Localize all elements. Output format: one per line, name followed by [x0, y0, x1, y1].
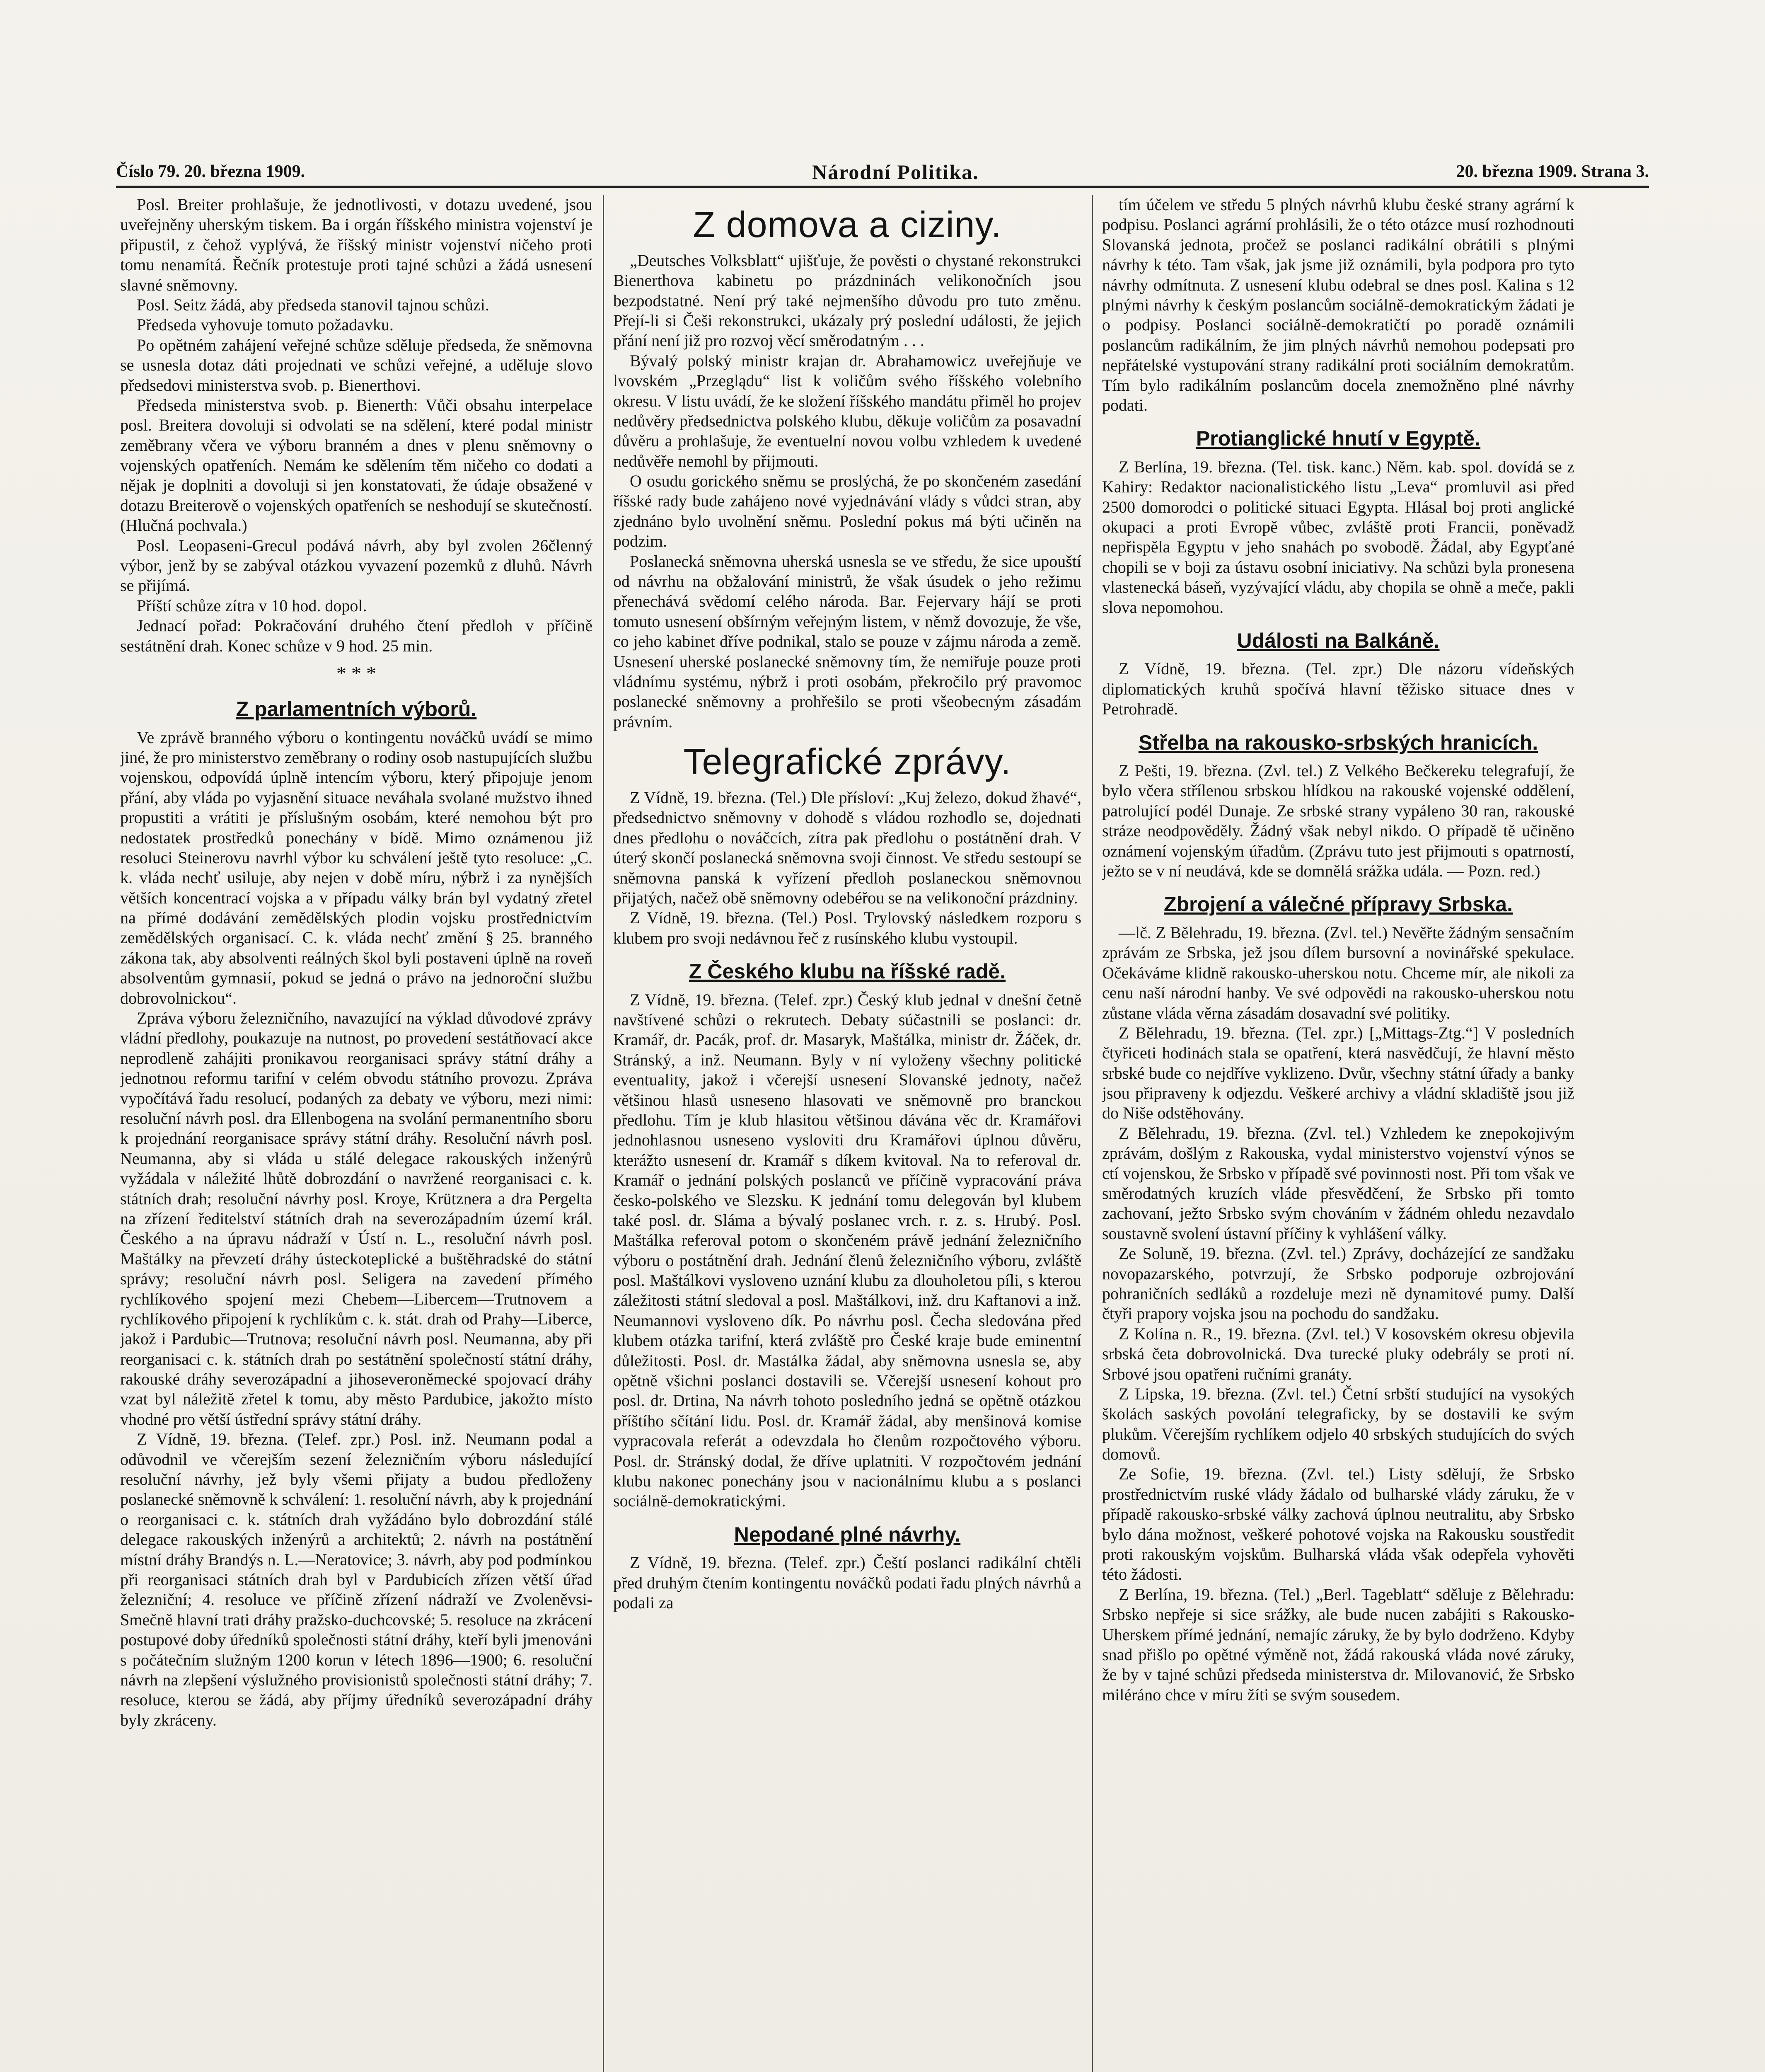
section-heading: Protianglické hnutí v Egyptě. — [1196, 427, 1481, 450]
paragraph: Předseda vyhovuje tomuto požadavku. — [137, 315, 394, 334]
section-heading: Události na Balkáně. — [1237, 629, 1440, 652]
section-separator: * * * — [336, 662, 376, 685]
paragraph: Z Bělehradu, 19. března. (Zvl. tel.) Vzhledem ke znepokojivým zprávám, došlým z Rakouska, vydal ministerstvo vojenství výnos se ctí vojenskou, že Srbsko v případě své povinnosti nost. Při tom však ve směrodatných kruzích vláde přesvědčení, že Srbsko při tomto zachovaní, ježto Srbsko svým chováním v žádném ohledu nezavdalo soustavně svolení ústavní příčiny k vyhlášení války. — [1102, 1123, 1574, 1243]
column-divider — [1092, 195, 1093, 2072]
section-heading: Nepodané plné návrhy. — [734, 1523, 961, 1546]
column-divider — [603, 195, 604, 2072]
paragraph: tím účelem ve středu 5 plných návrhů klubu české strany agrární k podpisu. Poslanci agrární prohlásili, že o této otázce musí rozhodnouti Slovanská jednota, pročež se poslanci radikální obrátili s plnými návrhy k této. Tam však, jak jsme již oznámili, byla podpora pro tyto návrhy odmítnuta. Z usnesení klubu odebral se dnes posl. Kalina s 12 plnými návrhy k českým poslancům sociálně-demokratickým žádati je o podpisy. Poslanci sociálně-demokratičtí po poradě oznámili poslancům radikálním, že jim plných návrhů nemohou podepsati pro nepřátelské vystupování strany radikální proti sociálním demokratům. Tím bylo radikálním poslancům docela znemožněno plné návrhy podati. — [1102, 195, 1574, 414]
paragraph: Z Vídně, 19. března. (Tel.) Dle přísloví: „Kuj železo, dokud žhavé“, předsednictvo sněmovny v dohodě s vládou rozhodlo se, dojednati dnes předlohu o nováčcích, zítra pak předlohu o postátnění drah. V úterý skončí poslanecká sněmovna svoji činnost. Ve středu sestoupí se sněmovna panská k vyřízení předloh poslaneckou sněmovnou přijatých, načež obě sněmovny odebéřou se na velikonoční prázdniny. — [613, 788, 1081, 907]
column-2 — [613, 195, 1081, 2072]
paragraph: Z Vídně, 19. března. (Telef. zpr.) Posl. inž. Neumann podal a odůvodnil ve včerejším sezení železničním výboru následující resoluční návrhy, jež byly všemi přijaty a budou předloženy poslanecké sněmovně k schválení: 1. resoluční návrh, aby k projednání o reorganisaci c. k. státních drah vyžádáno bylo dobrozdání stálé delegace rakouských inženýrů a architektů; 2. návrh na postátnění místní dráhy Brandýs n. L.—Neratovice; 3. návrh, aby pod podmínkou při reorganisaci státních drah byl v Pardubicích zřízen větší úřad železniční; 4. resoluce ve příčině zřízení nádraží ve Zvoleněvsi-Smečně hlavní trati dráhy pražsko-duchcovské; 5. resoluce na zkrácení postupové doby úředníků společnosti státní dráhy, kteří byli jmenováni s počátečním služným 1200 korun v létech 1896—1900; 6. resoluční návrh na zlepšení výslužného provisionistů společnosti státní dráhy; 7. resoluce, kterou se žádá, aby příjmy úředníků severozápadní dráhy byly zkráceny. — [120, 1430, 592, 1729]
masthead — [116, 160, 1649, 189]
paragraph: Ze Soluně, 19. března. (Zvl. tel.) Zprávy, docházející ze sandžaku novopazarského, potvrzují, že Srbsko podporuje ozbrojování pohraničních sedláků a rozdeluje mezi ně dynamitové pumy. Další čtyři prapory vojska jsou na pochodu do sandžaku. — [1102, 1244, 1574, 1323]
paragraph: Z Kolína n. R., 19. března. (Zvl. tel.) V kosovském okresu objevila srbská četa dobrovolnická. Dva turecké pluky odebrály se proti ní. Srbové jsou opatřeni ručními granáty. — [1102, 1324, 1574, 1383]
paragraph: Z Berlína, 19. března. (Tel. tisk. kanc.) Něm. kab. spol. dovídá se z Kahiry: Redaktor nacionalistického listu „Leva“ promluvil asi před 2500 domorodci o politické situaci Egypta. Hlásal boj proti anglické okupaci a proti Evropě vůbec, zvláště proti Francii, poněvadž nepřispěla Egyptu v jeho snahách po svobodě. Žádal, aby Egypťané chopili se v boji za ústavu osobní iniciativy. Na schůzi byla pronesena vlastenecká báseň, vyzývající vládu, aby chopila se ohně a meče, pakli slova nepomohou. — [1102, 457, 1574, 617]
issue-number: Číslo 79. 20. března 1909. — [116, 162, 305, 181]
section-heading: Z Českého klubu na říšské radě. — [689, 960, 1006, 983]
paragraph: Z Berlína, 19. března. (Tel.) „Berl. Tageblatt“ sděluje z Bělehradu: Srbsko nepřeje si sice srážky, ale bude nucen zabájiti s Rakousko-Uherskem přímé jednání, nemajíc záruky, že by bylo dodrženo. Kdyby snad přišlo po opětné výměně not, žádá rakouská vláda nové záruky, že by v tajné schůzi předseda ministerstva dr. Milovanović, že Srbsko miléráno chce v míru žíti se svým sousedem. — [1102, 1585, 1574, 1704]
paragraph: Z Vídně, 19. března. (Tel. zpr.) Dle názoru vídeňských diplomatických kruhů spočívá hlavní těžisko situace dnes v Petrohradě. — [1102, 659, 1574, 719]
paragraph: Z Vídně, 19. března. (Telef. zpr.) Český klub jednal v dnešní četně navštívené schůzi o rekrutech. Debaty súčastnili se poslanci: dr. Kramář, dr. Pacák, prof. dr. Masaryk, Maštálka, ministr dr. Žáček, dr. Stránský, a inž. Neumann. Byly v ní vyloženy všechny politické eventuality, jakož i včerejší usnesení Slovanské jednoty, načež většinou hlasů usneseno hlasovati ve sněmovně pro branckou předlohu. Tím je klub hlasitou většinou dávána věc dr. Kramářovi jednohlasnou usneseno vysloviti dru Kramářovi úplnou důvěru, kterážto usnesení dr. Kramář s díkem kvitoval. Na to referoval dr. Kramář o jednání polských poslanců ve příčině vypracování práva česko-polského ve Slezsku. K jednání tomu delegován byl klubem také posl. dr. Sláma a bývalý poslanec vrch. r. z. s. Hrubý. Posl. Maštálka referoval potom o skončeném právě jednání železničního výboru o postátnění drah. Jednání členů železničního výboru, zvláště posl. Maštálkovi vysloveno uznání klubu za dlouholetou píli, s kterou záležitosti státní sledoval a posl. Maštálkovi, inž. dru Kaftanovi a inž. Neumannovi vysloveno dík. Po návrhu posl. Čecha sledována před klubem otázka tarifní, která zvláště pro České kraje bude eminentní důležitosti. Posl. dr. Mastálka žádal, aby sněmovna usnesla se, aby opětně všichni poslanci dostavili se. Včerejší usnesení kohout pro posl. dr. Drtina, Na návrh tohoto posledního jedná se opětně otázkou příštího sčítání lidu. Posl. dr. Kramář žádal, aby menšinová komise vypracovala referát a odevzdala ho členům rozpočtového výboru. Posl. dr. Stránský dodal, že dříve uplatniti. V rozpočtovém jednání klubu nakonec ponechány jsou v nacionálnímu klubu a s poslanci sociálně-demokratickými. — [613, 990, 1081, 1510]
paragraph: Ve zprávě branného výboru o kontingentu nováčků uvádí se mimo jiné, že pro ministerstvo zeměbrany o rodiny osob nastupujících službu vojenskou, odpovídá úplně intencím výboru, který připojuje jenom přání, aby vláda po vyjasnění situace neváhala svolané mužstvo ihned propustiti a vrátiti je příslušným osobám, které nemohou být pro nedostatek prostředků ponechány v bídě. Mimo oznámenou již resoluci Steinerovu navrhl výbor ku schválení ještě tyto resoluce: „C. k. vláda nechť usiluje, aby nejen v době míru, nýbrž i za nynějších větších koncentrací vojska a v případu války brán byl vydatný zřetel na přímé dodávání zemědělských plodin vojsku prostřednictvím zemědělských organisací. C. k. vláda nechť změní § 25. branného zákona tak, aby absolventi reálných škol byli postaveni úplně na roveň absolventům gymnasií, pokud se jedná o právo na jednoroční službu dobrovolnickou“. — [120, 728, 592, 1007]
paragraph: Z Vídně, 19. března. (Telef. zpr.) Čeští poslanci radikální chtěli před druhým čtením kontingentu nováčků podati řadu plných návrhů a podali za — [613, 1553, 1081, 1612]
section-heading: Zbrojení a válečné přípravy Srbska. — [1163, 893, 1513, 916]
paragraph: Zpráva výboru železničního, navazující na výklad důvodové zprávy vládní předlohy, poukazuje na nutnost, po provedení sestátňovací akce neprodleně zahájiti pronikavou reorganisaci správy státní dráhy a jednotnou reformu tarifní v celém obvodu státního provozu. Zpráva vypočítává řadu resolucí, podaných za debaty ve výboru, mezi nimi: resoluční návrh posl. dra Ellenbogena na svolání permanentního sboru k projednání reorganisace správy státní dráhy. Resoluční návrh posl. Neumanna, aby si vláda u stálé delegace rakouských inženýrů vyžádala v náležité lhůtě dobrozdání o navržené reorganisaci c. k. státních drah; resoluční návrhy posl. Kroye, Krütznera a dra Pergelta na zřízení ředitelství státních drah na severozápadním území král. Českého a na úpravu nádraží v Ústí n. L., resoluční návrh posl. Maštálky na převzetí dráhy ústeckoteplické a buštěhradské do státní správy; resoluční návrh posl. Seligera na zavedení přímého rychlíkového spojení mezi Chebem—Libercem—Trutnovem a rychlíkového připojení k rychlíkům c. k. stát. drah od Prahy—Liberce, jakož i Pardubic—Trutnova; resoluční návrh posl. Neumanna, aby při reorganisaci c. k. státních drah po sestátnění společností státní dráhy, rakouské dráhy severozápadní a jihoseveroněmecké spojovací dráhy vzat byl náležitě zřetel k tomu, aby město Pardubice, jakožto místo vhodné pro větší ústřední správy státní dráhy. — [120, 1009, 592, 1428]
paragraph: Po opětném zahájení veřejné schůze sděluje předseda, že sněmovna se usnesla dotaz dáti projednati ve schůzi veřejné, a uděluje slovo předsedovi ministerstva svob. p. Bienerthovi. — [120, 335, 592, 395]
column-1 — [120, 195, 592, 2072]
paragraph: Z Pešti, 19. března. (Zvl. tel.) Z Velkého Bečkereku telegrafují, že bylo včera střílenou srbskou hlídkou na rakouské vojenské oddělení, patrolující podél Dunaje. Ze srbské strany vypáleno 30 ran, rakouské stráze neodpověděly. Žádný však nebyl nikdo. O případě tě učiněno oznámení vojenským úřadům. (Zprávu tuto jest přijmouti s opatrností, ježto se v ní neudává, kde se domnělá srážka udála. — Pozn. red.) — [1102, 761, 1574, 881]
paragraph: Jednací pořad: Pokračování druhého čtení předloh v příčině sestátnění drah. Konec schůze v 9 hod. 25 min. — [120, 616, 592, 655]
paragraph: Posl. Breiter prohlašuje, že jednotlivosti, v dotazu uvedené, jsou uveřejněny uherským tiskem. Ba i orgán říšského ministra vojenství je připustil, z čehož vyplývá, že říšský ministr vojenství ničeho proti tomu nenamítá. Řečník protestuje proti tajné schůzi a žádá usnesení slavné sněmovny. — [120, 195, 592, 294]
column-3 — [1102, 195, 1574, 2072]
paragraph: Posl. Seitz žádá, aby předseda stanovil tajnou schůzi. — [137, 295, 489, 314]
paragraph: O osudu gorického sněmu se proslýchá, že po skončeném zasedání říšské rady bude zahájeno nové vyjednávání vlády s vůdci stran, aby zjednáno bylo uvolnění sněmu. Poslední pokus má býti učiněn na podzim. — [613, 472, 1081, 551]
paragraph: Z Vídně, 19. března. (Tel.) Posl. Trylovský následkem rozporu s klubem pro svoji nedávnou řeč z rusínského klubu vystoupil. — [613, 908, 1081, 947]
paragraph: Z Bělehradu, 19. března. (Tel. zpr.) [„Mittags-Ztg.“] V posledních čtyřiceti hodinách stala se opatření, která nasvědčují, že hlavní město srbské bude co nejdříve vyklizeno. Dvůr, všechny státní úřady a banky jsou připraveny k odjezdu. Veškeré archivy a vládní skladiště jsou již do Niše odstěhovány. — [1102, 1023, 1574, 1123]
section-heading: Telegrafické zprávy. — [683, 741, 1011, 782]
newspaper-title: Národní Politika. — [812, 160, 979, 184]
section-heading: Střelba na rakousko-srbských hranicích. — [1138, 731, 1538, 754]
masthead-rule — [116, 186, 1649, 188]
paragraph: Bývalý polský ministr krajan dr. Abrahamowicz uveřejňuje ve lvovském „Przeglądu“ list k voličům svého říšského volebního okresu. V listu uvádí, že ke složení říšského mandátu přiměl ho projev nedůvěry předsednictva polského klubu, děkuje voličům za posavadní důvěru a prohlašuje, že eventuelní novou volbu vzhledem k uvedené nedůvěře nemohl by přijmouti. — [613, 351, 1081, 470]
paragraph: Posl. Leopaseni-Grecul podává návrh, aby byl zvolen 26členný výbor, jenž by se zabýval otázkou vyvazení pozemků z dluhů. Návrh se přijímá. — [120, 536, 592, 595]
section-heading: Z domova a ciziny. — [693, 204, 1002, 245]
section-heading: Z parlamentních výborů. — [236, 697, 477, 721]
paragraph: Z Lipska, 19. března. (Zvl. tel.) Četní srbští studující na vysokých školách saských povolání telegraficky, by se dostavili ke svým plukům. Včerejším rychlíkem odjelo 40 srbských studujících do svých domovů. — [1102, 1384, 1574, 1464]
paragraph: Poslanecká sněmovna uherská usnesla se ve středu, že sice upouští od návrhu na obžalování ministrů, že však úsudek o jeho režimu přenechává svědomí celého národa. Bar. Fejervary hájí se proti tomuto usnesení obšírným veřejným listem, v němž dovozuje, že vše, co jeho kabinet dříve podnikal, stalo se pouze v zájmu národa a země. Usnesení uherské poslanecké sněmovny tím, že nemiřuje pouze proti vládnímu systému, nýbrž i proti osobám, překročilo prý pravomoc poslanecké sněmovny a prohřešilo se proti všeobecným zásadám právním. — [613, 552, 1081, 731]
paragraph: Ze Sofie, 19. března. (Zvl. tel.) Listy sdělují, že Srbsko prostřednictvím ruské vlády žádalo od bulharské vlády záruku, že v případě rakousko-srbské války zachová úplnou neutralitu, aby Srbsko bylo dána možnost, veškeré pohotové vojska na Rakousku soustředit proti rakouským vojskům. Bulharská vláda však odepřela vyhověti této žádosti. — [1102, 1464, 1574, 1584]
page-info: 20. března 1909. Strana 3. — [1456, 162, 1649, 181]
paragraph: Příští schůze zítra v 10 hod. dopol. — [137, 596, 367, 615]
paragraph: „Deutsches Volksblatt“ ujišťuje, že pověsti o chystané rekonstrukci Bienerthova kabinetu po prázdninách velikonočních jsou bezpodstatné. Není prý také nejmenšího důvodu pro tuto změnu. Přejí-li si Češi rekonstrukci, ukázaly prý poslední události, že jejich přání není již pro rozvoj věcí směrodatným . . . — [613, 251, 1081, 350]
paragraph: Předseda ministerstva svob. p. Bienerth: Vůči obsahu interpelace posl. Breitera dovoluji si odvolati se na sdělení, které podal ministr zeměbrany včera ve výboru branném a dnes v plenu sněmovny o vojenských opatřeních. Nemám ke sdělením těm ničeho co dodati a nějak je doplniti a dovoluji si jen konstatovati, že údaje obsažené v dotazu Breiterově o vojenských opatřeních se neshodují se skutečností. (Hlučná pochvala.) — [120, 395, 592, 535]
paragraph: —lč. Z Bělehradu, 19. března. (Zvl. tel.) Nevěřte žádným sensačním zprávám ze Srbska, jež jsou dílem bursovní a novinářské spekulace. Očekáváme klidně rakousko-uherskou notu. Chceme mír, ale nikoli za cenu naší národní hanby. Ve své odpovědi na rakousko-uherskou notu zůstane vláda věrna zásadám dosavadní své politiky. — [1102, 923, 1574, 1022]
